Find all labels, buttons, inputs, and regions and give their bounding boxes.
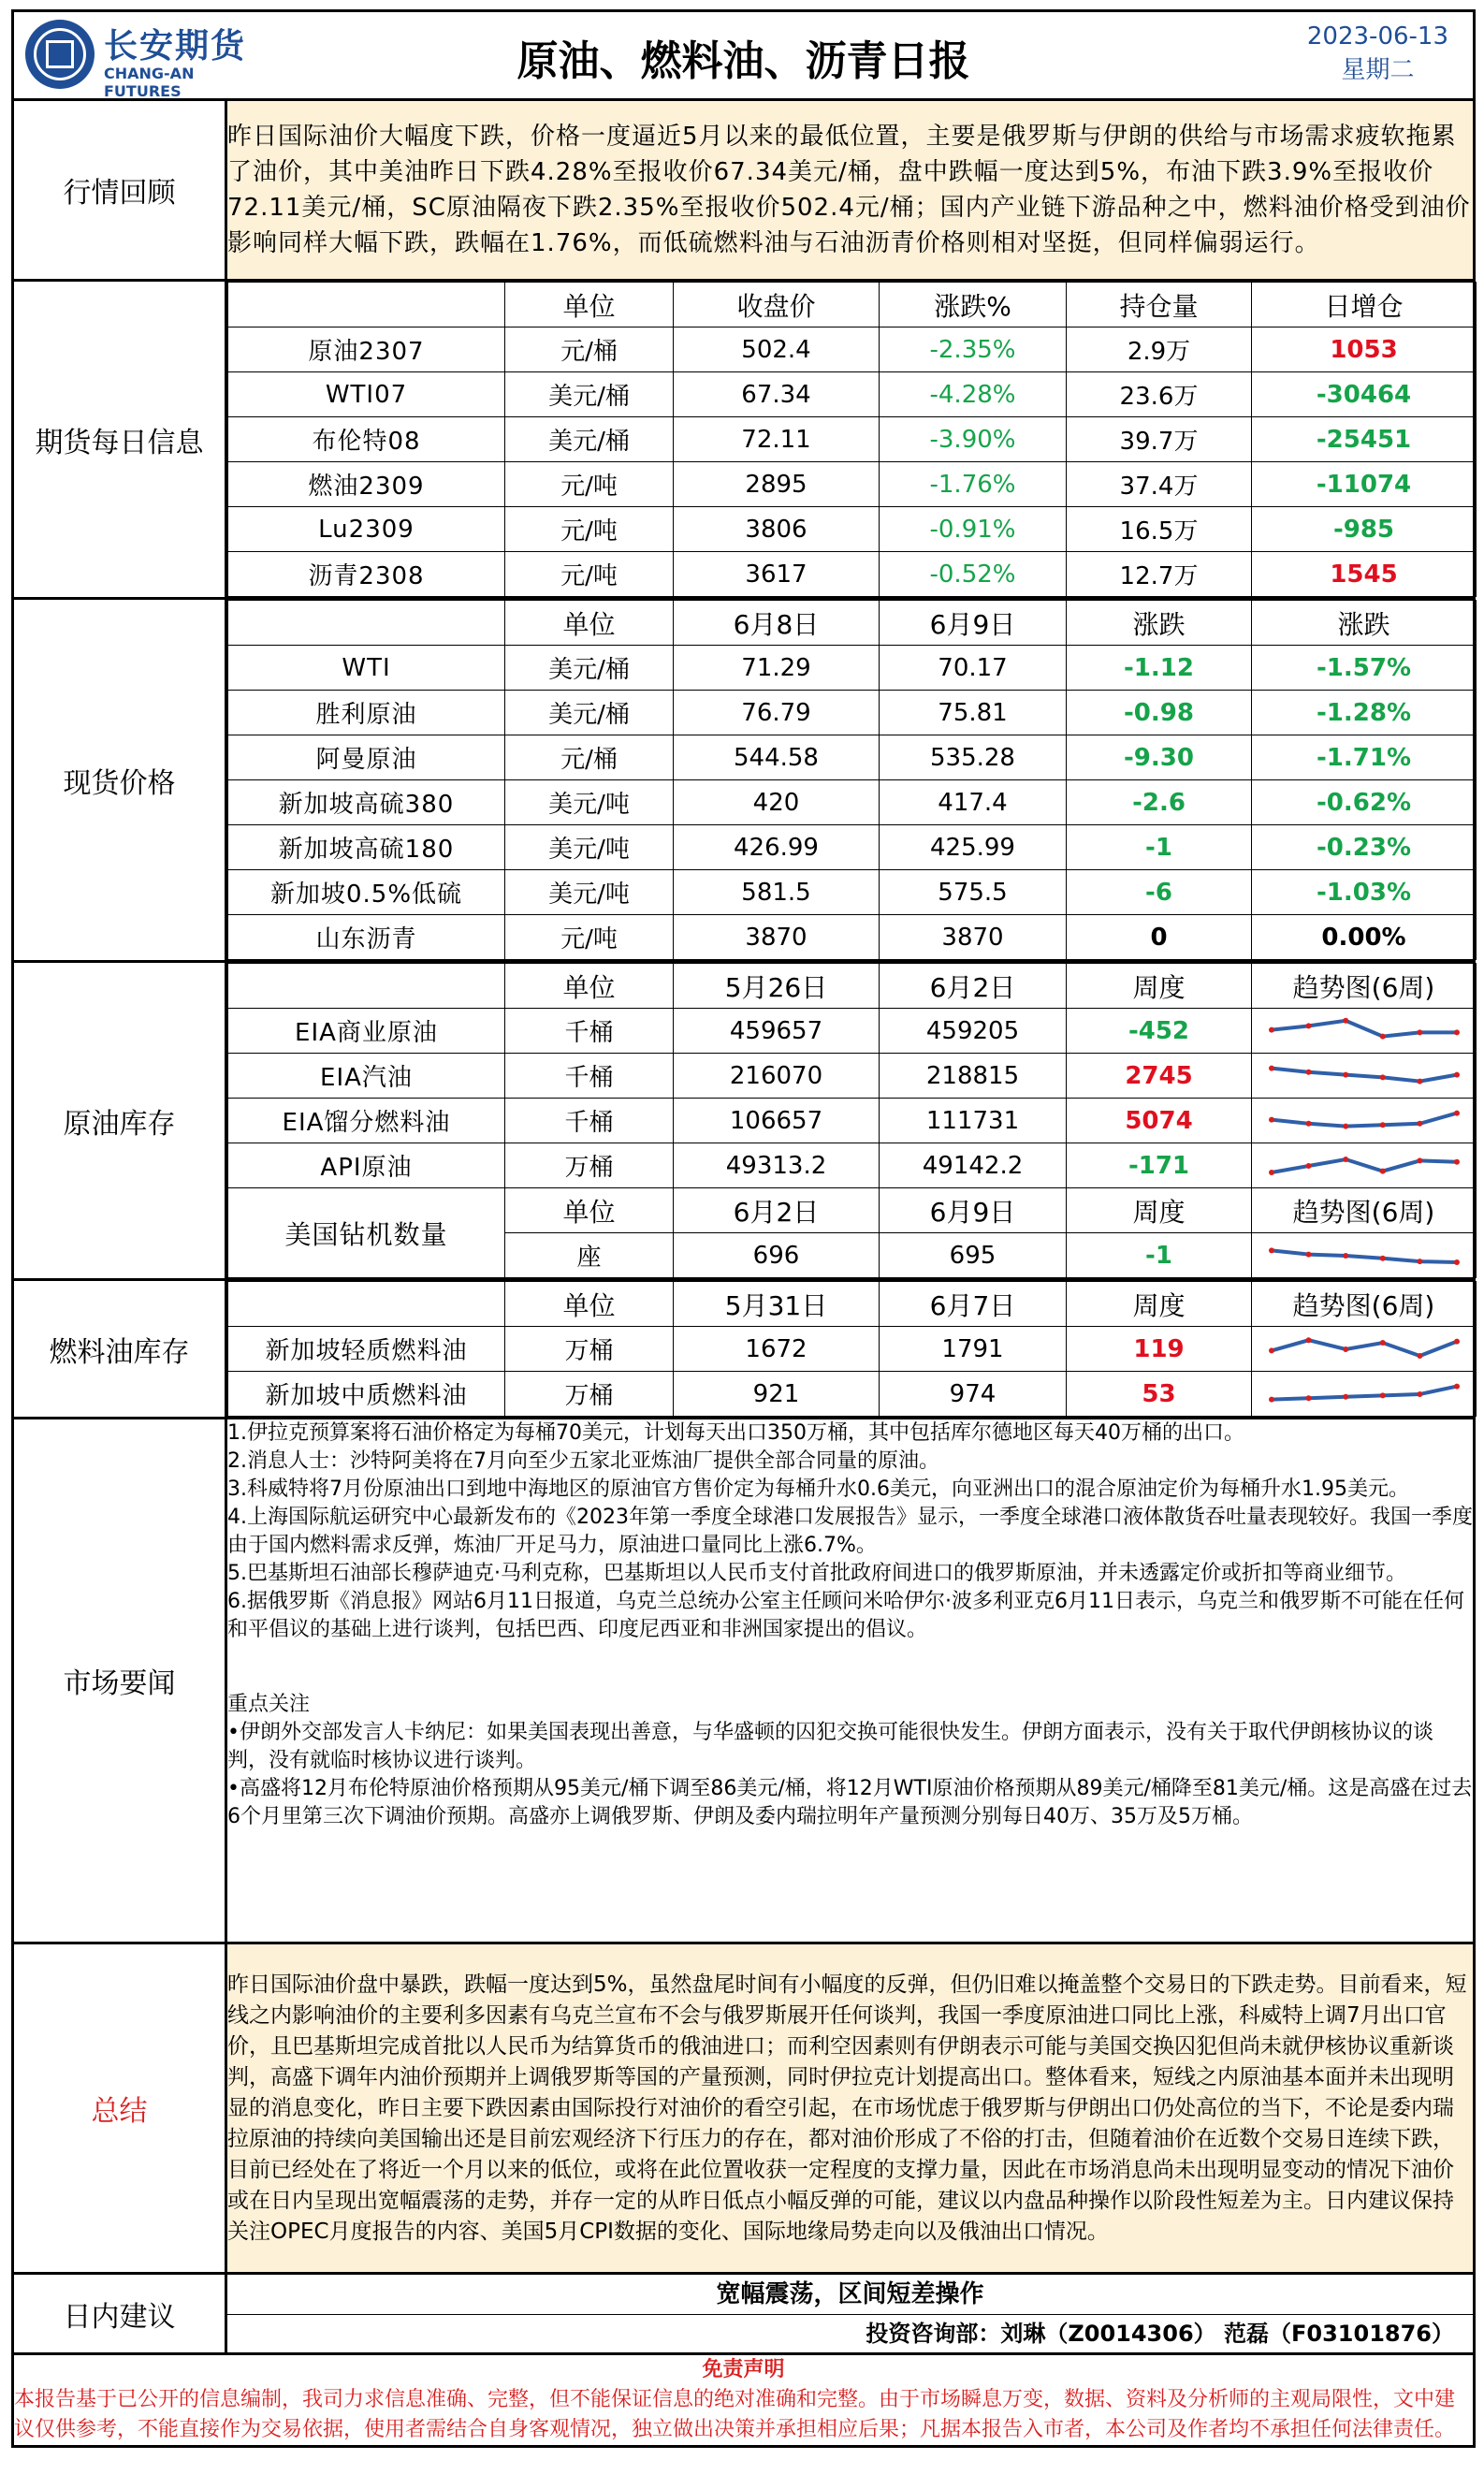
trend-point — [1269, 1396, 1274, 1402]
daily-oi-change: -985 — [1252, 507, 1477, 552]
trend-point — [1454, 1071, 1460, 1077]
unit: 元/吨 — [505, 507, 674, 552]
change-pct: -1.71% — [1252, 735, 1477, 780]
unit: 元/吨 — [505, 915, 674, 960]
price-day1: 581.5 — [674, 870, 880, 915]
rig-count-name: 美国钻机数量 — [228, 1188, 505, 1278]
value-week2: 1791 — [880, 1327, 1067, 1372]
contract-name: 沥青2308 — [228, 552, 505, 597]
contract-name: 燃油2309 — [228, 462, 505, 507]
disclaimer-title: 免责声明 — [702, 2358, 785, 2381]
trend-point — [1305, 1251, 1311, 1257]
focus-item: •高盛将12月布伦特原油价格预期从95美元/桶下调至86美元/桶，将12月WTI原油价格预期从89美元/桶降至81美元/桶。这是高盛在过去6个月里第三次下调油价预期。高盛亦上调俄罗斯、伊朗及委内瑞拉明年产量预测分别每日40万、35万及5万桶。 — [227, 1777, 1473, 1828]
contract-name: 布伦特08 — [228, 417, 505, 462]
column-header: 周度 — [1067, 1188, 1252, 1233]
table-row — [228, 417, 1477, 462]
trend-point — [1379, 1033, 1385, 1039]
focus-item: •伊朗外交部发言人卡纳尼：如果美国表现出善意，与华盛顿的囚犯交换可能很快发生。伊朗方面表示，没有关于取代伊朗核协议的谈判，没有就临时核协议进行谈判。 — [227, 1721, 1433, 1772]
weekly-change: 5074 — [1067, 1099, 1252, 1143]
crude-inventory-table — [227, 963, 1477, 1278]
change: -6 — [1067, 870, 1252, 915]
trend-point — [1343, 1123, 1348, 1128]
price-day1: 544.58 — [674, 735, 880, 780]
inventory-name: API原油 — [228, 1143, 505, 1188]
contract-name: WTI07 — [228, 372, 505, 417]
trend-point — [1343, 1393, 1348, 1399]
change-pct: -0.52% — [880, 552, 1067, 597]
column-header: 6月8日 — [674, 601, 880, 646]
value-week2: 459205 — [880, 1009, 1067, 1054]
column-header: 单位 — [505, 601, 674, 646]
change-pct: -0.62% — [1252, 780, 1477, 825]
unit: 万桶 — [505, 1327, 674, 1372]
trend-point — [1454, 1383, 1460, 1389]
trend-point — [1379, 1074, 1385, 1080]
value-week1: 459657 — [674, 1009, 880, 1054]
column-header — [228, 601, 505, 646]
trend-point — [1454, 1110, 1460, 1115]
change-pct: -0.91% — [880, 507, 1067, 552]
news-item: 5.巴基斯坦石油部长穆萨迪克·马利克称，巴基斯坦以人民币支付首批政府间进口的俄罗斯原油，并未透露定价或折扣等商业细节。 — [227, 1562, 1406, 1585]
unit: 万桶 — [505, 1372, 674, 1417]
trend-point — [1417, 1120, 1422, 1126]
table-row — [228, 1143, 1477, 1188]
column-header: 5月26日 — [674, 964, 880, 1009]
disclaimer-text: 本报告基于已公开的信息编制，我司力求信息准确、完整，但不能保证信息的绝对准确和完整。由于市场瞬息万变，数据、资料及分析师的主观局限性，文中建议仅供参考，不能直接作为交易依据，使用者需结合自身客观情况，独立做出决策并承担相应后果；凡据本报告入市者，本公司及作者均不承担任何法律责任。 — [14, 2388, 1456, 2441]
table-row — [228, 507, 1477, 552]
rig-header-row — [228, 1188, 1477, 1233]
unit: 元/桶 — [505, 328, 674, 372]
column-header: 单位 — [505, 964, 674, 1009]
change-pct: -2.35% — [880, 328, 1067, 372]
column-header — [228, 964, 505, 1009]
table-row — [228, 372, 1477, 417]
column-header: 5月31日 — [674, 1282, 880, 1327]
column-header: 6月9日 — [880, 601, 1067, 646]
section-label-review: 行情回顾 — [13, 100, 226, 281]
spot-name: 新加坡高硫380 — [228, 780, 505, 825]
trend-line — [1272, 1068, 1457, 1081]
weekly-change: 119 — [1067, 1327, 1252, 1372]
section-label-news: 市场要闻 — [13, 1419, 226, 1943]
trend-point — [1379, 1168, 1385, 1173]
trend-point — [1343, 1017, 1348, 1023]
trend-cell — [1252, 1143, 1477, 1188]
table-row — [228, 870, 1477, 915]
trend-sparkline — [1266, 1102, 1462, 1140]
change: -9.30 — [1067, 735, 1252, 780]
spot-name: WTI — [228, 646, 505, 691]
column-header: 6月2日 — [674, 1188, 880, 1233]
trend-point — [1417, 1078, 1422, 1084]
report-date-block — [1307, 20, 1448, 87]
value-week1: 49313.2 — [674, 1143, 880, 1188]
price-day2: 417.4 — [880, 780, 1067, 825]
fuel-inventory-header-row — [228, 1282, 1477, 1327]
table-row — [228, 735, 1477, 780]
logo-cn-text: 长安期货 — [104, 27, 247, 66]
change: -1.12 — [1067, 646, 1252, 691]
value-week1: 216070 — [674, 1054, 880, 1099]
table-row — [228, 780, 1477, 825]
change-pct: -1.57% — [1252, 646, 1477, 691]
value-week1: 1672 — [674, 1327, 880, 1372]
trend-line — [1272, 1113, 1457, 1126]
unit: 座 — [505, 1233, 674, 1278]
price-day1: 76.79 — [674, 691, 880, 735]
trend-point — [1269, 1026, 1274, 1032]
trend-point — [1343, 1157, 1348, 1162]
price-day2: 425.99 — [880, 825, 1067, 870]
price-day2: 70.17 — [880, 646, 1067, 691]
inventory-name: 新加坡轻质燃料油 — [228, 1327, 505, 1372]
trend-cell — [1252, 1372, 1477, 1417]
change: -0.98 — [1067, 691, 1252, 735]
news-item: 2.消息人士：沙特阿美将在7月向至少五家北亚炼油厂提供全部合同量的原油。 — [227, 1449, 939, 1473]
spot-name: 山东沥青 — [228, 915, 505, 960]
trend-line — [1272, 1020, 1457, 1036]
news-item: 1.伊拉克预算案将石油价格定为每桶70美元，计划每天出口350万桶，其中包括库尔德地区每天40万桶的出口。 — [227, 1421, 1244, 1445]
column-header: 涨跌 — [1067, 601, 1252, 646]
table-row — [228, 328, 1477, 372]
trend-point — [1305, 1069, 1311, 1074]
unit: 元/吨 — [505, 552, 674, 597]
column-header — [228, 283, 505, 328]
price-day2: 575.5 — [880, 870, 1067, 915]
close-price: 3806 — [674, 507, 880, 552]
trend-point — [1417, 1259, 1422, 1264]
trend-line — [1272, 1159, 1457, 1172]
trend-line — [1272, 1386, 1457, 1399]
column-header — [228, 1282, 505, 1327]
trend-sparkline — [1266, 1057, 1462, 1095]
report-page — [11, 9, 1473, 2448]
unit: 万桶 — [505, 1143, 674, 1188]
value-week2: 218815 — [880, 1054, 1067, 1099]
section-label-futures: 期货每日信息 — [13, 281, 226, 599]
contract-name: 原油2307 — [228, 328, 505, 372]
section-label-fuel-inventory: 燃料油库存 — [13, 1280, 226, 1419]
trend-sparkline — [1266, 1012, 1462, 1050]
column-header: 日增仓 — [1252, 283, 1477, 328]
change-pct: -1.28% — [1252, 691, 1477, 735]
table-row — [228, 1009, 1477, 1054]
trend-point — [1269, 1065, 1274, 1070]
open-interest: 2.9万 — [1067, 328, 1252, 372]
open-interest: 23.6万 — [1067, 372, 1252, 417]
inventory-name: 新加坡中质燃料油 — [228, 1372, 505, 1417]
value-week2: 111731 — [880, 1099, 1067, 1143]
trend-point — [1269, 1116, 1274, 1122]
trend-point — [1379, 1122, 1385, 1128]
trend-cell — [1252, 1099, 1477, 1143]
value-week2: 974 — [880, 1372, 1067, 1417]
inventory-name: EIA商业原油 — [228, 1009, 505, 1054]
price-day1: 71.29 — [674, 646, 880, 691]
close-price: 502.4 — [674, 328, 880, 372]
price-day2: 3870 — [880, 915, 1067, 960]
section-label-summary: 总结 — [13, 1943, 226, 2274]
spot-table — [227, 600, 1477, 960]
spot-header-row — [228, 601, 1477, 646]
column-header: 6月7日 — [880, 1282, 1067, 1327]
column-header: 单位 — [505, 283, 674, 328]
column-header: 单位 — [505, 1188, 674, 1233]
spot-name: 新加坡高硫180 — [228, 825, 505, 870]
trend-point — [1305, 1337, 1311, 1343]
trend-point — [1269, 1170, 1274, 1175]
price-day2: 535.28 — [880, 735, 1067, 780]
trend-line — [1272, 1250, 1457, 1262]
trend-point — [1269, 1247, 1274, 1253]
unit: 千桶 — [505, 1009, 674, 1054]
column-header: 单位 — [505, 1282, 674, 1327]
report-title: 原油、燃料油、沥青日报 — [516, 37, 970, 85]
news-block — [226, 1419, 1475, 1943]
column-header: 趋势图(6周) — [1252, 1282, 1477, 1327]
unit: 美元/吨 — [505, 780, 674, 825]
price-day1: 3870 — [674, 915, 880, 960]
value-week1: 921 — [674, 1372, 880, 1417]
unit: 美元/桶 — [505, 646, 674, 691]
weekly-change: -452 — [1067, 1009, 1252, 1054]
trend-point — [1417, 1353, 1422, 1359]
table-row — [228, 1372, 1477, 1417]
weekly-change: 53 — [1067, 1372, 1252, 1417]
daily-oi-change: -11074 — [1252, 462, 1477, 507]
close-price: 67.34 — [674, 372, 880, 417]
column-header: 持仓量 — [1067, 283, 1252, 328]
value-week2: 49142.2 — [880, 1143, 1067, 1188]
logo-en-text: CHANG-AN FUTURES — [104, 65, 195, 100]
value-week1: 696 — [674, 1233, 880, 1278]
spot-name: 胜利原油 — [228, 691, 505, 735]
trend-point — [1379, 1340, 1385, 1346]
inventory-name: EIA馏分燃料油 — [228, 1099, 505, 1143]
focus-title: 重点关注 — [227, 1693, 311, 1716]
disclaimer — [13, 2354, 1475, 2447]
trend-point — [1379, 1255, 1385, 1260]
table-row — [228, 1327, 1477, 1372]
table-row — [228, 1054, 1477, 1099]
table-row — [228, 462, 1477, 507]
change-pct: 0.00% — [1252, 915, 1477, 960]
open-interest: 39.7万 — [1067, 417, 1252, 462]
inventory-name: EIA汽油 — [228, 1054, 505, 1099]
review-text: 昨日国际油价大幅度下跌，价格一度逼近5月以来的最低位置，主要是俄罗斯与伊朗的供给与市场需求疲软拖累了油价，其中美油昨日下跌4.28%至报收价67.34美元/桶，盘中跌幅一度达到5%，布油下跌3.9%至报收价72.11美元/桶，SC原油隔夜下跌2.35%至报收价502.4元/桶；国内产业链下游品种之中，燃料油价格受到油价影响同样大幅下跌，跌幅在1.76%，而低硫燃料油与石油沥青价格则相对坚挺，但同样偏弱运行。 — [226, 100, 1475, 281]
trend-point — [1417, 1157, 1422, 1163]
daily-oi-change: -30464 — [1252, 372, 1477, 417]
trend-point — [1343, 1346, 1348, 1352]
price-day1: 426.99 — [674, 825, 880, 870]
close-price: 2895 — [674, 462, 880, 507]
table-row — [228, 552, 1477, 597]
column-header: 涨跌 — [1252, 601, 1477, 646]
daily-oi-change: -25451 — [1252, 417, 1477, 462]
trend-point — [1343, 1071, 1348, 1077]
advice-text: 宽幅震荡，区间短差操作 — [227, 2275, 1473, 2315]
section-label-spot: 现货价格 — [13, 599, 226, 962]
unit: 美元/吨 — [505, 825, 674, 870]
table-row — [228, 825, 1477, 870]
value-week2: 695 — [880, 1233, 1067, 1278]
trend-point — [1454, 1029, 1460, 1035]
news-item: 6.据俄罗斯《消息报》网站6月11日报道，乌克兰总统办公室主任顾问米哈伊尔·波多利亚克6月11日表示，乌克兰和俄罗斯不可能在任何和平倡议的基础上进行谈判，包括巴西、印度尼西亚和非洲国家提出的倡议。 — [227, 1590, 1464, 1641]
trend-cell — [1252, 1009, 1477, 1054]
table-row — [228, 691, 1477, 735]
trend-point — [1305, 1120, 1311, 1126]
weekly-change: -171 — [1067, 1143, 1252, 1188]
futures-table — [227, 282, 1477, 597]
unit: 美元/桶 — [505, 417, 674, 462]
trend-point — [1454, 1338, 1460, 1344]
trend-point — [1305, 1163, 1311, 1169]
trend-point — [1305, 1023, 1311, 1028]
column-header: 6月2日 — [880, 964, 1067, 1009]
crude-inventory-header-row — [228, 964, 1477, 1009]
daily-oi-change: 1053 — [1252, 328, 1477, 372]
trend-cell — [1252, 1054, 1477, 1099]
change-pct: -1.03% — [1252, 870, 1477, 915]
column-header: 趋势图(6周) — [1252, 1188, 1477, 1233]
column-header: 周度 — [1067, 964, 1252, 1009]
column-header: 趋势图(6周) — [1252, 964, 1477, 1009]
trend-point — [1269, 1347, 1274, 1353]
table-row — [228, 1099, 1477, 1143]
table-row — [228, 646, 1477, 691]
trend-point — [1343, 1253, 1348, 1259]
consultant-info: 投资咨询部：刘琳（Z0014306） 范磊（F03101876） — [866, 2321, 1454, 2347]
trend-line — [1272, 1340, 1457, 1356]
change-pct: -1.76% — [880, 462, 1067, 507]
trend-point — [1305, 1395, 1311, 1401]
column-header: 收盘价 — [674, 283, 880, 328]
close-price: 3617 — [674, 552, 880, 597]
section-label-advice: 日内建议 — [13, 2274, 226, 2354]
report-weekday: 星期二 — [1341, 56, 1415, 84]
unit: 千桶 — [505, 1099, 674, 1143]
report-table — [11, 9, 1476, 2448]
weekly-change: 2745 — [1067, 1054, 1252, 1099]
trend-point — [1454, 1158, 1460, 1164]
report-date: 2023-06-13 — [1306, 22, 1448, 51]
section-label-crude-inventory: 原油库存 — [13, 962, 226, 1280]
trend-sparkline — [1266, 1237, 1462, 1274]
change: 0 — [1067, 915, 1252, 960]
unit: 美元/桶 — [505, 372, 674, 417]
column-header: 涨跌% — [880, 283, 1067, 328]
weekly-change: -1 — [1067, 1233, 1252, 1278]
change-pct: -0.23% — [1252, 825, 1477, 870]
trend-sparkline — [1266, 1331, 1462, 1368]
trend-cell — [1252, 1327, 1477, 1372]
report-header — [14, 12, 1473, 98]
open-interest: 12.7万 — [1067, 552, 1252, 597]
change: -2.6 — [1067, 780, 1252, 825]
unit: 千桶 — [505, 1054, 674, 1099]
column-header: 周度 — [1067, 1282, 1252, 1327]
value-week1: 106657 — [674, 1099, 880, 1143]
change: -1 — [1067, 825, 1252, 870]
fuel-inventory-table — [227, 1281, 1477, 1417]
daily-oi-change: 1545 — [1252, 552, 1477, 597]
table-row — [228, 915, 1477, 960]
contract-name: Lu2309 — [228, 507, 505, 552]
close-price: 72.11 — [674, 417, 880, 462]
trend-cell — [1252, 1233, 1477, 1278]
news-item: 4.上海国际航运研究中心最新发布的《2023年第一季度全球港口发展报告》显示，一季度全球港口液体散货吞吐量表现较好。我国一季度由于国内燃料需求反弹，炼油厂开足马力，原油进口量同比上涨6.7%。 — [227, 1506, 1473, 1557]
column-header: 6月9日 — [880, 1188, 1067, 1233]
summary-text: 昨日国际油价盘中暴跌，跌幅一度达到5%，虽然盘尾时间有小幅度的反弹，但仍旧难以掩盖整个交易日的下跌走势。目前看来，短线之内影响油价的主要利多因素有乌克兰宣布不会与俄罗斯展开任何谈判，我国一季度原油进口同比上涨，科威特上调7月出口官价，且巴基斯坦完成首批以人民币为结算货币的俄油进口；而利空因素则有伊朗表示可能与美国交换囚犯但尚未就伊核协议重新谈判，高盛下调年内油价预期并上调俄罗斯等国的产量预测，同时伊拉克计划提高出口。整体看来，短线之内原油基本面并未出现明显的消息变化，昨日主要下跌因素由国际投行对油价的看空引起，在市场忧虑于俄罗斯与伊朗出口仍处高位的当下，不论是委内瑞拉原油的持续向美国输出还是目前宏观经济下行压力的存在，都对油价形成了不俗的打击，但随着油价在近数个交易日连续下跌，目前已经处在了将近一个月以来的低位，或将在此位置收获一定程度的支撑力量，因此在市场消息尚未出现明显变动的情况下油价或在日内呈现出宽幅震荡的走势，并存一定的从昨日低点小幅反弹的可能，建议以内盘品种操作以阶段性短差为主。日内建议保持关注OPEC月度报告的内容、美国5月CPI数据的变化、国际地缘局势走向以及俄油出口情况。 — [226, 1943, 1475, 2274]
trend-point — [1417, 1391, 1422, 1397]
price-day2: 75.81 — [880, 691, 1067, 735]
spot-name: 阿曼原油 — [228, 735, 505, 780]
price-day1: 420 — [674, 780, 880, 825]
open-interest: 16.5万 — [1067, 507, 1252, 552]
trend-point — [1454, 1259, 1460, 1265]
change-pct: -4.28% — [880, 372, 1067, 417]
news-item: 3.科威特将7月份原油出口到地中海地区的原油官方售价定为每桶升水0.6美元，向亚洲出口的混合原油定价为每桶升水1.95美元。 — [227, 1477, 1409, 1501]
trend-sparkline — [1266, 1376, 1462, 1413]
futures-header-row — [228, 283, 1477, 328]
unit: 美元/吨 — [505, 870, 674, 915]
unit: 元/桶 — [505, 735, 674, 780]
spot-name: 新加坡0.5%低硫 — [228, 870, 505, 915]
unit: 美元/桶 — [505, 691, 674, 735]
change-pct: -3.90% — [880, 417, 1067, 462]
trend-sparkline — [1266, 1147, 1462, 1185]
unit: 元/吨 — [505, 462, 674, 507]
trend-point — [1417, 1029, 1422, 1035]
open-interest: 37.4万 — [1067, 462, 1252, 507]
trend-point — [1379, 1392, 1385, 1398]
